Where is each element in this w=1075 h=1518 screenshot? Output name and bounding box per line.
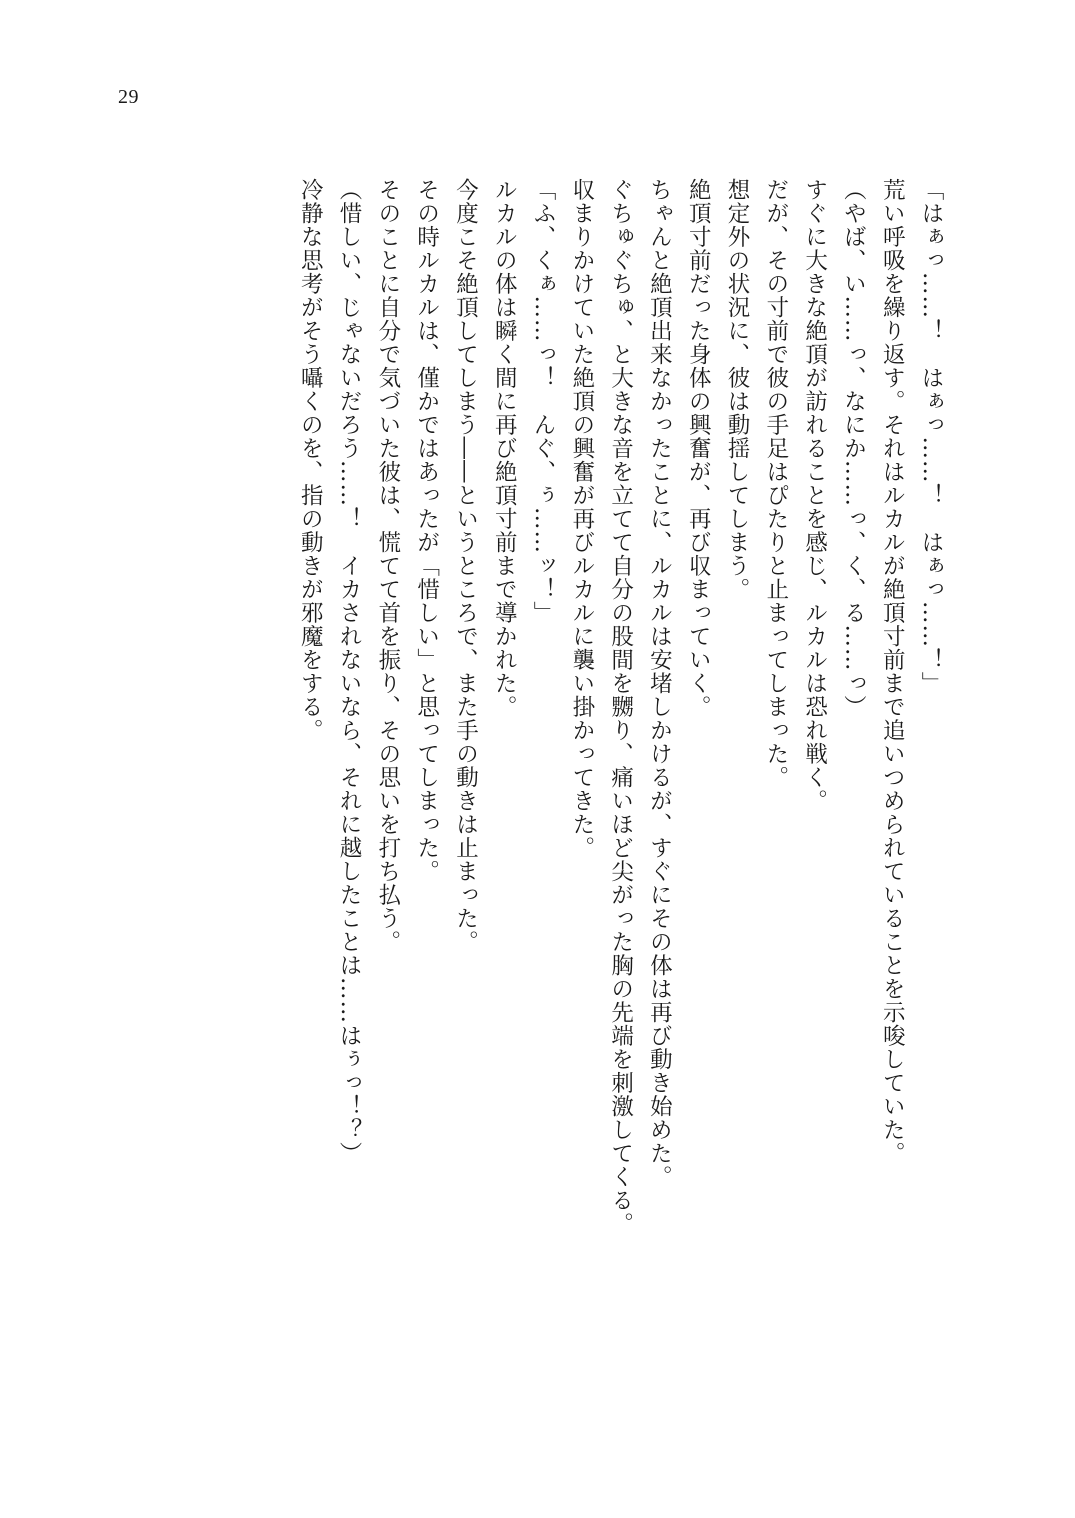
- paragraph: そのことに自分で気づいた彼は、慌てて首を振り、その思いを打ち払う。: [374, 178, 401, 954]
- vertical-text-body: [150, 178, 950, 1278]
- paragraph: ルカルの体は瞬く間に再び絶頂寸前まで導かれた。: [491, 178, 518, 719]
- paragraph: だが、その寸前で彼の手足はぴたりと止まってしまった。: [762, 178, 789, 789]
- paragraph: ちゃんと絶頂出来なかったことに、ルカルは安堵しかけるが、すぐにその体は再び動き始めた。: [646, 178, 673, 1189]
- paragraph: ぐちゅぐちゅ、と大きな音を立てて自分の股間を嬲り、痛いほど尖がった胸の先端を刺激してくる。: [607, 178, 634, 1236]
- paragraph: 冷静な思考がそう囁くのを、指の動きが邪魔をする。: [297, 178, 324, 742]
- paragraph: （やば、い……っ、なにか……っ、く、る……っ）: [840, 178, 867, 719]
- paragraph: 想定外の状況に、彼は動揺してしまう。: [724, 178, 751, 601]
- paragraph: その時ルカルは、僅かではあったが「惜しい」と思ってしまった。: [413, 178, 440, 883]
- paragraph: 「はぁっ……！ はぁっ……！ はぁっ……！」: [918, 178, 944, 695]
- paragraph: 荒い呼吸を繰り返す。それはルカルが絶頂寸前まで追いつめられていることを示唆していた。: [879, 178, 906, 1165]
- paragraph: 収まりかけていた絶頂の興奮が再びルカルに襲い掛かってきた。: [568, 178, 595, 860]
- paragraph: すぐに大きな絶頂が訪れることを感じ、ルカルは恐れ戦く。: [801, 178, 828, 813]
- paragraph: （惜しい、じゃないだろう……！ イカされないなら、それに越したことは……はぅっ！？）: [336, 178, 363, 1165]
- paragraph: 今度こそ絶頂してしまう――というところで、また手の動きは止まった。: [452, 178, 479, 954]
- paragraph: 「ふ、くぁ……っ！ んぐ、ぅ……ッ！」: [530, 178, 557, 625]
- page-number: 29: [118, 86, 139, 108]
- paragraph: 絶頂寸前だった身体の興奮が、再び収まっていく。: [685, 178, 712, 719]
